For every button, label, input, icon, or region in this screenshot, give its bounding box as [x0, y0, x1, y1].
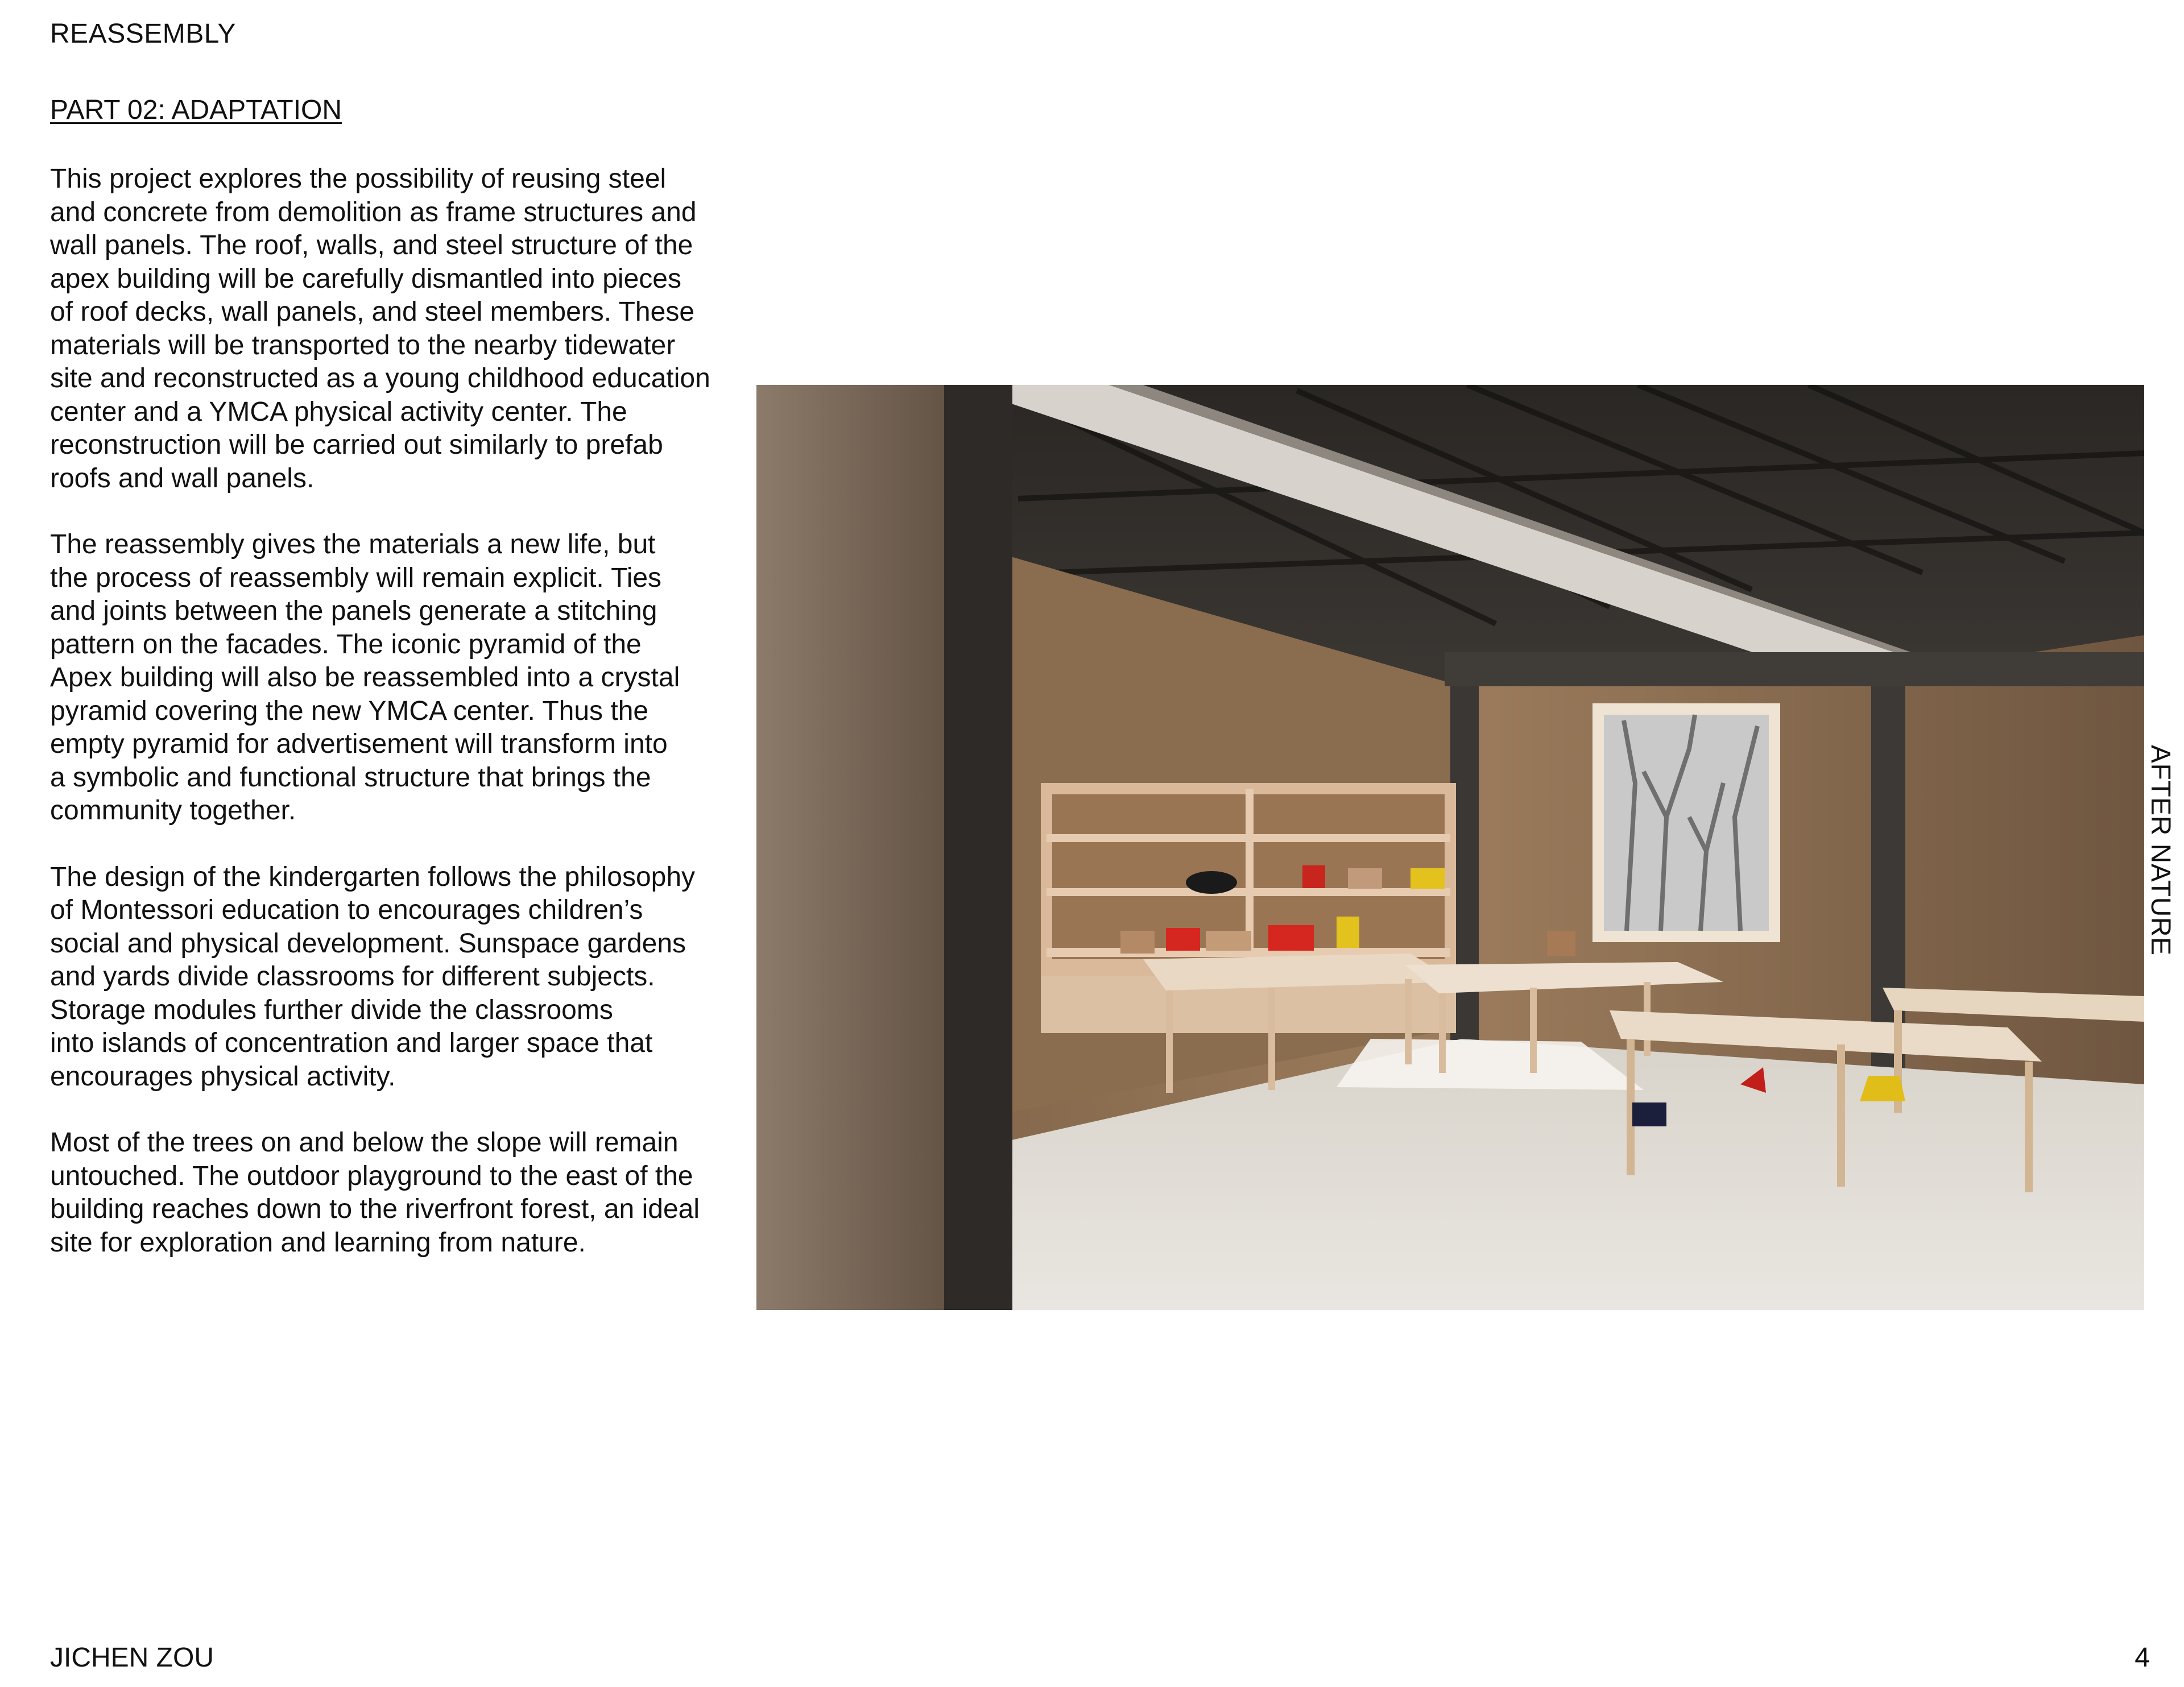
paragraph-kindergarten [50, 861, 755, 1094]
paragraph-reassembly [50, 528, 755, 828]
text-line: materials will be transported to the nearby tidewater [50, 330, 676, 360]
text-line: of Montessori education to encourages children’s [50, 895, 643, 925]
text-line: wall panels. The roof, walls, and steel structure of the [50, 230, 693, 260]
paragraph-trees [50, 1126, 755, 1259]
foreground-left-wall [756, 385, 973, 1310]
text-line: the process of reassembly will remain explicit. Ties [50, 562, 662, 593]
text-line: reconstruction will be carried out similarly to prefab [50, 430, 663, 460]
text-line: apex building will be carefully dismantled into pieces [50, 263, 681, 294]
text-line: roofs and wall panels. [50, 463, 315, 494]
paragraph-materials [50, 163, 755, 495]
edge-beam [1445, 652, 2144, 686]
text-line: and yards divide classrooms for different subjects. [50, 961, 655, 992]
text-line: Apex building will also be reassembled into a crystal [50, 662, 680, 693]
body-text [50, 163, 755, 1292]
project-title: REASSEMBLY [50, 19, 236, 49]
page-number: 4 [2135, 1643, 2150, 1673]
author-name: JICHEN ZOU [50, 1643, 214, 1673]
text-line: untouched. The outdoor playground to the east of the [50, 1160, 693, 1191]
text-line: empty pyramid for advertisement will transform into [50, 729, 668, 759]
text-line: pyramid covering the new YMCA center. Thus the [50, 695, 649, 726]
text-line: Storage modules further divide the classrooms [50, 994, 613, 1025]
text-line: a symbolic and functional structure that brings the [50, 762, 651, 793]
text-line: building reaches down to the riverfront forest, an ideal [50, 1194, 700, 1224]
text-line: into islands of concentration and larger space that [50, 1028, 653, 1058]
text-line: encourages physical activity. [50, 1061, 396, 1092]
text-line: The reassembly gives the materials a new life, but [50, 529, 656, 559]
text-line: Most of the trees on and below the slope will remain [50, 1128, 679, 1158]
text-line: center and a YMCA physical activity center. The [50, 396, 627, 427]
text-line: community together. [50, 795, 296, 826]
shelf-unit [1041, 783, 1456, 1033]
text-line: The design of the kindergarten follows the philosophy [50, 861, 696, 892]
text-line: pattern on the facades. The iconic pyramid of the [50, 629, 642, 660]
foreground-column [944, 385, 1012, 1310]
classroom-model-photo [756, 385, 2144, 1310]
text-line: of roof decks, wall panels, and steel members. These [50, 297, 695, 327]
side-label: AFTER NATURE [2145, 745, 2175, 956]
text-line: social and physical development. Sunspace gardens [50, 928, 686, 959]
text-line: and concrete from demolition as frame structures and [50, 197, 697, 227]
text-line: This project explores the possibility of reusing steel [50, 164, 667, 194]
text-line: site for exploration and learning from nature. [50, 1227, 586, 1258]
text-line: and joints between the panels generate a stitching [50, 596, 657, 626]
wood-block-on-table [1547, 931, 1575, 956]
section-heading: PART 02: ADAPTATION [50, 95, 342, 125]
navy-block [1632, 1102, 1666, 1126]
text-line: site and reconstructed as a young childhood education [50, 363, 710, 393]
